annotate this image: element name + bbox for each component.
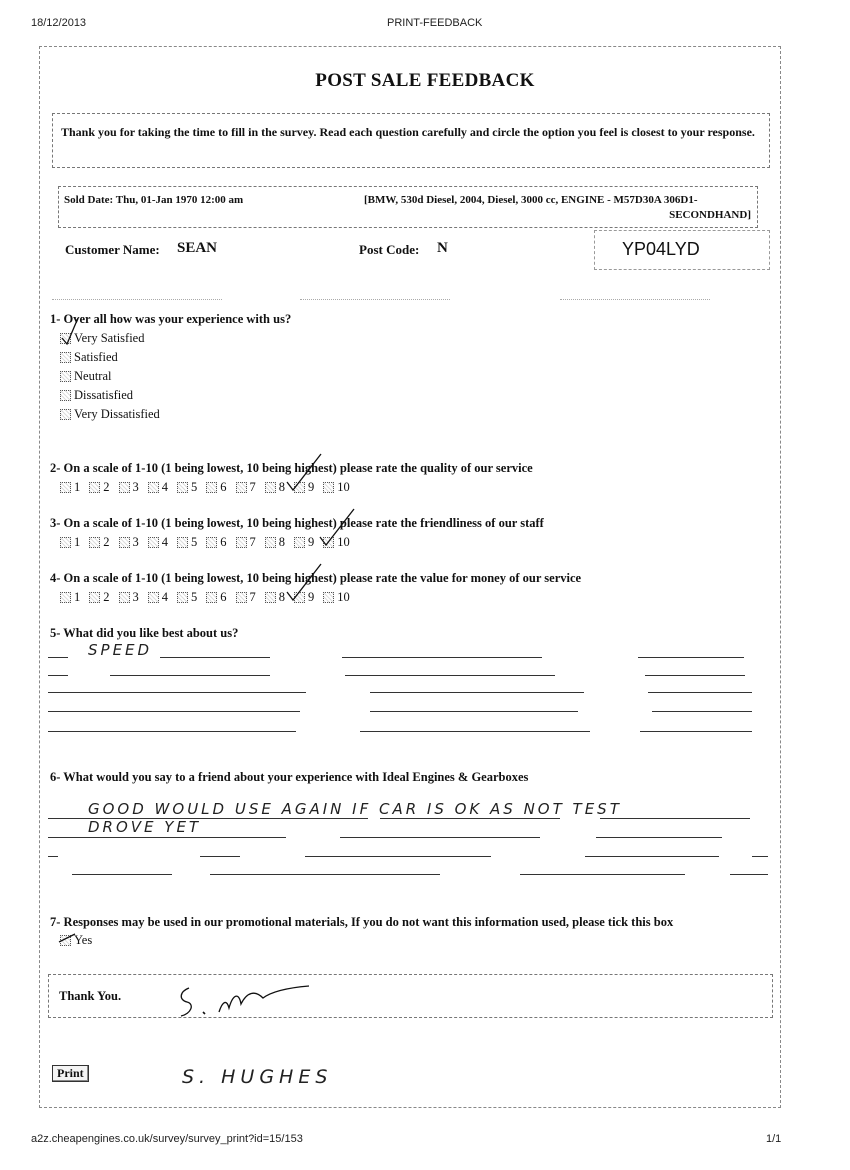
q6-handwritten-answer-line-1[interactable]: GOOD WOULD USE AGAIN IF CAR IS OK AS NOT TEST [88,800,622,818]
q2-option-10[interactable] [323,480,350,495]
q4-option-label: 9 [308,590,315,604]
q4-option-label: 7 [249,590,256,604]
answer-line [652,711,752,712]
answer-line [48,711,300,712]
q2-option-3[interactable] [119,480,139,495]
checkbox-icon [206,482,217,493]
question-7: 7- Responses may be used in our promotional materials, If you do not want this information used, please tick this box [50,915,674,929]
checkbox-icon [236,537,247,548]
q3-option-4[interactable] [148,535,168,550]
thank-you-box [48,974,773,1018]
checkbox-icon [60,390,71,401]
tick-mark-icon [285,562,325,602]
q3-scale [60,535,359,550]
checkbox-icon [119,537,130,548]
checkbox-icon [177,592,188,603]
checkbox-icon [265,592,276,603]
q1-option-label: Very Satisfied [74,331,145,345]
question-3: 3- On a scale of 1-10 (1 being lowest, 10 being highest) please rate the friendliness of our staff [50,516,544,530]
answer-line [520,874,685,875]
q4-option-label: 8 [278,590,285,604]
q4-option-5[interactable] [177,590,197,605]
checkbox-icon [119,592,130,603]
q3-option-label: 6 [220,535,227,549]
thank-you-text: Thank You. [59,989,122,1003]
answer-line [160,657,270,658]
q2-option-label: 3 [132,480,139,494]
checkbox-icon [236,592,247,603]
sale-details-box [58,186,758,228]
handwritten-name: S. HUGHES [182,1066,333,1088]
tick-mark-icon [60,316,80,346]
checkbox-icon [60,371,71,382]
q1-option-label: Neutral [74,369,112,383]
question-5: 5- What did you like best about us? [50,626,239,640]
question-2: 2- On a scale of 1-10 (1 being lowest, 10 being highest) please rate the quality of our service [50,461,533,475]
tick-mark-icon [58,932,78,946]
tick-mark-icon [318,507,358,547]
q7-option-label: Yes [74,933,93,947]
q2-option-6[interactable] [206,480,226,495]
checkbox-icon [60,409,71,420]
answer-line [210,874,440,875]
q4-option-label: 6 [220,590,227,604]
sold-date: Sold Date: Thu, 01-Jan 1970 12:00 am [64,194,244,206]
answer-line [648,692,752,693]
divider [560,299,710,300]
answer-line [342,657,542,658]
q1-option-very-dissatisfied[interactable] [60,407,160,422]
tick-mark-icon [285,452,325,492]
q1-option-label: Dissatisfied [74,388,134,402]
q4-option-label: 2 [103,590,110,604]
question-1: 1- Over all how was your experience with us? [50,312,292,326]
post-code-value: N [437,240,448,256]
checkbox-icon [236,482,247,493]
q2-option-4[interactable] [148,480,168,495]
answer-line [200,856,240,857]
answer-line [596,837,722,838]
checkbox-icon [60,482,71,493]
checkbox-icon [148,482,159,493]
divider [300,299,450,300]
q1-option-dissatisfied[interactable] [60,388,133,403]
answer-line [48,818,368,819]
form-title: POST SALE FEEDBACK [315,70,535,91]
q2-option-label: 5 [191,480,198,494]
answer-line [585,856,719,857]
checkbox-icon [265,482,276,493]
customer-name-value: SEAN [177,240,218,256]
checkbox-icon [119,482,130,493]
q1-option-label: Very Dissatisfied [74,407,160,421]
registration-plate: YP04LYD [594,230,770,270]
intro-text: Thank you for taking the time to fill in the survey. Read each question carefully and circle the option you feel is closest to your response. [52,113,770,168]
q2-option-label: 9 [308,480,315,494]
vehicle-line-2: SECONDHAND] [669,209,751,221]
answer-line [72,874,172,875]
q3-option-8[interactable] [265,535,285,550]
q1-option-satisfied[interactable] [60,350,118,365]
checkbox-icon [148,592,159,603]
q4-option-label: 1 [74,590,81,604]
q2-option-7[interactable] [236,480,256,495]
answer-line [370,711,578,712]
q2-option-label: 1 [74,480,81,494]
checkbox-icon [60,537,71,548]
checkbox-icon [177,482,188,493]
checkbox-icon [60,592,71,603]
q3-option-7[interactable] [236,535,256,550]
question-6: 6- What would you say to a friend about your experience with Ideal Engines & Gearboxes [50,770,529,784]
q4-option-8[interactable] [265,590,285,605]
checkbox-icon [206,537,217,548]
q1-option-neutral[interactable] [60,369,111,384]
answer-line [380,818,560,819]
q5-handwritten-answer[interactable]: SPEED [88,641,153,659]
q3-option-label: 3 [132,535,139,549]
q4-option-1[interactable] [60,590,80,605]
answer-line [730,874,768,875]
answer-line [370,692,584,693]
q3-option-6[interactable] [206,535,226,550]
q3-option-1[interactable] [60,535,80,550]
post-code-label: Post Code: [359,242,420,257]
q3-option-2[interactable] [89,535,109,550]
footer-url: a2z.cheapengines.co.uk/survey/survey_print?id=15/153 [31,1133,303,1145]
checkbox-icon [177,537,188,548]
q6-handwritten-answer-line-2[interactable]: DROVE YET [88,818,202,836]
q2-option-label: 2 [103,480,110,494]
answer-line [640,731,752,732]
q3-option-label: 5 [191,535,198,549]
answer-line [48,856,58,857]
q4-option-label: 3 [132,590,139,604]
footer-page: 1/1 [766,1133,782,1145]
checkbox-icon [206,592,217,603]
answer-line [48,675,68,676]
answer-line [752,856,768,857]
q3-option-label: 7 [249,535,256,549]
divider [52,299,222,300]
q4-option-7[interactable] [236,590,256,605]
q2-option-5[interactable] [177,480,197,495]
q2-option-1[interactable] [60,480,80,495]
answer-line [645,675,745,676]
q4-option-6[interactable] [206,590,226,605]
answer-line [305,856,491,857]
q4-option-label: 4 [161,590,168,604]
checkbox-icon [294,537,305,548]
signature-scribble [175,982,315,1022]
q3-option-label: 4 [161,535,168,549]
q4-option-label: 10 [337,590,350,604]
print-title: PRINT-FEEDBACK [387,17,483,29]
q2-option-label: 6 [220,480,227,494]
q3-option-label: 2 [103,535,110,549]
q3-option-label: 8 [278,535,285,549]
answer-line [340,837,540,838]
answer-line [110,675,270,676]
answer-line [48,731,296,732]
q2-option-8[interactable] [265,480,285,495]
answer-line [48,692,306,693]
q2-option-label: 8 [278,480,285,494]
answer-line [345,675,555,676]
q2-option-2[interactable] [89,480,109,495]
checkbox-icon [60,352,71,363]
checkbox-icon [265,537,276,548]
q1-option-label: Satisfied [74,350,118,364]
answer-line [48,837,286,838]
checkbox-icon [89,592,100,603]
answer-line [600,818,750,819]
q4-option-label: 5 [191,590,198,604]
checkbox-icon [89,482,100,493]
q3-option-3[interactable] [119,535,139,550]
vehicle-line-1: [BMW, 530d Diesel, 2004, Diesel, 3000 cc, ENGINE - M57D30A 306D1- [364,194,698,206]
answer-line [360,731,590,732]
q3-option-label: 10 [337,535,350,549]
checkbox-icon [148,537,159,548]
print-button[interactable]: Print [52,1065,89,1082]
q3-option-5[interactable] [177,535,197,550]
q4-option-3[interactable] [119,590,139,605]
checkbox-icon [89,537,100,548]
print-date: 18/12/2013 [31,17,87,29]
answer-line [48,657,68,658]
q2-option-label: 10 [337,480,350,494]
q3-option-label: 1 [74,535,81,549]
q2-option-label: 4 [161,480,168,494]
question-4: 4- On a scale of 1-10 (1 being lowest, 10 being highest) please rate the value for money of our service [50,571,582,585]
q4-option-4[interactable] [148,590,168,605]
q3-option-label: 9 [308,535,315,549]
q3-option-9[interactable] [294,535,314,550]
q4-option-10[interactable] [323,590,350,605]
customer-name-label: Customer Name: [65,242,160,257]
q4-option-2[interactable] [89,590,109,605]
answer-line [638,657,744,658]
q2-option-label: 7 [249,480,256,494]
